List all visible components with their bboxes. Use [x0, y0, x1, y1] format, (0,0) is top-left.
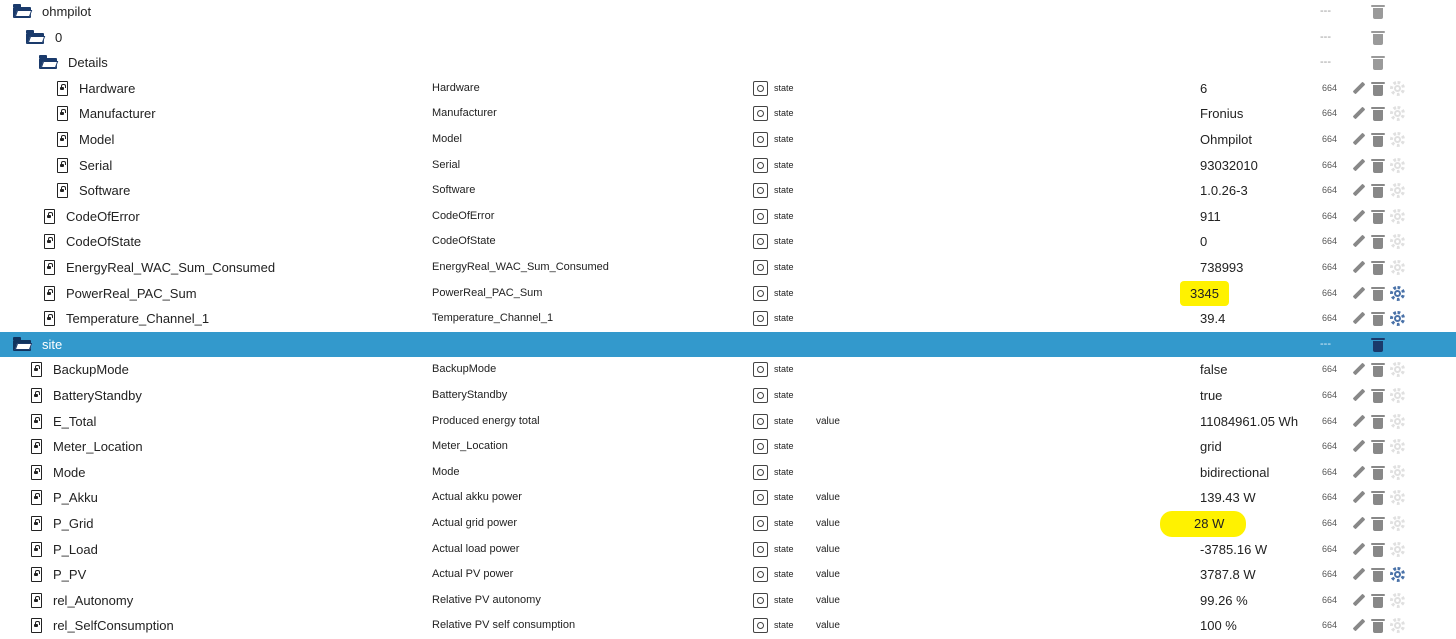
trash-icon[interactable] — [1371, 414, 1385, 429]
state-value[interactable]: 11084961.05 Wh — [1200, 413, 1299, 429]
state-id: Serial — [79, 157, 113, 173]
state-display-name: Model — [432, 133, 462, 145]
state-display-name: Meter_Location — [432, 440, 508, 453]
state-value[interactable]: bidirectional — [1200, 464, 1270, 480]
folder-open-icon[interactable] — [39, 58, 57, 69]
pencil-icon[interactable] — [1351, 106, 1365, 121]
state-id: P_PV — [53, 567, 87, 583]
state-value[interactable]: 3787.8 W — [1200, 567, 1256, 583]
state-display-name: PowerReal_PAC_Sum — [432, 286, 543, 299]
state-type-icon — [753, 362, 768, 377]
folder-row-ohmpilot[interactable] — [0, 0, 1456, 25]
state-id: P_Grid — [53, 516, 94, 531]
state-id: PowerReal_PAC_Sum — [66, 285, 197, 301]
state-row-backupmode[interactable] — [0, 357, 1456, 383]
state-id: CodeOfError — [66, 208, 140, 224]
state-row-manufacturer[interactable] — [0, 101, 1456, 127]
state-type: state — [774, 134, 794, 144]
state-value[interactable]: false — [1200, 362, 1228, 378]
gear-icon[interactable] — [1390, 542, 1405, 557]
gear-icon[interactable] — [1390, 81, 1405, 96]
state-display-name: Temperature_Channel_1 — [432, 312, 554, 325]
state-file-icon — [31, 542, 42, 557]
trash-icon[interactable] — [1371, 311, 1385, 326]
state-file-icon — [44, 234, 55, 249]
state-row-batterystandby[interactable] — [0, 383, 1456, 409]
acl-badge: 664 — [1322, 518, 1338, 528]
pencil-icon[interactable] — [1351, 81, 1365, 96]
state-role: value — [816, 492, 840, 504]
pencil-icon[interactable] — [1351, 465, 1365, 480]
gear-icon[interactable] — [1390, 618, 1405, 633]
state-row-hardware[interactable] — [0, 76, 1456, 102]
state-type: state — [774, 210, 794, 221]
state-file-icon — [44, 209, 55, 224]
state-file-icon — [31, 567, 42, 582]
state-type: state — [774, 594, 794, 605]
state-display-name: Software — [432, 184, 476, 197]
trash-icon[interactable] — [1371, 81, 1385, 96]
state-id: Temperature_Channel_1 — [66, 311, 210, 327]
state-display-name: Actual load power — [432, 542, 520, 555]
state-row-p-grid[interactable] — [0, 511, 1456, 537]
state-value[interactable]: 0 — [1200, 234, 1208, 250]
trash-icon[interactable] — [1371, 337, 1385, 352]
state-type: state — [774, 82, 794, 93]
state-id: rel_SelfConsumption — [53, 618, 174, 634]
gear-icon[interactable] — [1390, 209, 1405, 224]
state-type: state — [774, 236, 794, 247]
acl-placeholder: --- — [1320, 337, 1331, 350]
state-id: Model — [79, 132, 115, 147]
trash-icon[interactable] — [1371, 439, 1385, 454]
state-type-icon — [753, 490, 768, 505]
state-value[interactable]: 3345 — [1180, 281, 1229, 307]
state-display-name: Hardware — [432, 81, 480, 94]
state-file-icon — [57, 158, 68, 173]
acl-badge: 664 — [1322, 262, 1338, 272]
state-type-icon — [753, 234, 768, 249]
acl-badge: 664 — [1322, 569, 1338, 580]
pencil-icon[interactable] — [1351, 388, 1365, 403]
acl-badge: 664 — [1322, 82, 1338, 93]
acl-badge: 664 — [1322, 108, 1338, 119]
state-row-codeofstate[interactable] — [0, 229, 1456, 255]
folder-row-0[interactable] — [0, 25, 1456, 51]
state-id: Manufacturer — [79, 106, 156, 122]
trash-icon[interactable] — [1371, 4, 1385, 19]
gear-icon[interactable] — [1390, 465, 1405, 480]
state-file-icon — [31, 414, 42, 429]
folder-name: 0 — [55, 29, 63, 45]
state-value[interactable]: 100 % — [1200, 618, 1237, 634]
state-type-icon — [753, 183, 768, 198]
state-id: E_Total — [53, 413, 97, 429]
pencil-icon[interactable] — [1351, 567, 1365, 582]
trash-icon[interactable] — [1371, 209, 1385, 224]
acl-placeholder: --- — [1320, 56, 1331, 69]
state-id: BackupMode — [53, 362, 129, 378]
pencil-icon[interactable] — [1351, 286, 1365, 301]
state-row-powerreal-pac-sum[interactable] — [0, 281, 1456, 307]
acl-badge: 664 — [1322, 159, 1338, 170]
folder-name: site — [42, 336, 63, 352]
folder-open-icon[interactable] — [26, 33, 44, 44]
acl-badge: 664 — [1322, 287, 1338, 298]
state-row-rel-selfconsumption[interactable] — [0, 613, 1456, 639]
state-file-icon — [44, 286, 55, 301]
pencil-icon[interactable] — [1351, 516, 1365, 531]
state-value[interactable]: 6 — [1200, 80, 1208, 96]
gear-icon[interactable] — [1390, 158, 1405, 173]
state-display-name: CodeOfState — [432, 235, 496, 248]
state-display-name: Actual PV power — [432, 568, 514, 581]
gear-icon[interactable] — [1390, 567, 1405, 582]
state-display-name: Manufacturer — [432, 107, 497, 120]
trash-icon[interactable] — [1371, 55, 1385, 70]
state-type-icon — [753, 158, 768, 173]
state-id: CodeOfState — [66, 234, 142, 250]
state-display-name: Serial — [432, 158, 461, 171]
state-type-icon — [753, 106, 768, 121]
state-display-name: Produced energy total — [432, 414, 540, 427]
pencil-icon[interactable] — [1351, 234, 1365, 249]
state-type: state — [774, 466, 794, 477]
acl-placeholder: --- — [1320, 30, 1331, 43]
state-display-name: EnergyReal_WAC_Sum_Consumed — [432, 261, 609, 273]
pencil-icon[interactable] — [1351, 618, 1365, 633]
acl-badge: 664 — [1322, 185, 1338, 196]
trash-icon[interactable] — [1371, 260, 1385, 275]
state-row-meter-location[interactable] — [0, 434, 1456, 460]
state-type-icon — [753, 286, 768, 301]
acl-badge: 664 — [1322, 210, 1338, 221]
pencil-icon[interactable] — [1351, 209, 1365, 224]
pencil-icon[interactable] — [1351, 593, 1365, 608]
state-type: state — [774, 492, 794, 503]
state-file-icon — [31, 593, 42, 608]
trash-icon[interactable] — [1371, 516, 1385, 531]
state-type: state — [774, 159, 794, 170]
gear-icon[interactable] — [1390, 439, 1405, 454]
state-row-p-load[interactable] — [0, 537, 1456, 563]
gear-icon[interactable] — [1390, 311, 1405, 326]
state-file-icon — [31, 618, 42, 633]
state-role: value — [816, 518, 840, 529]
trash-icon[interactable] — [1371, 158, 1385, 173]
acl-badge: 664 — [1322, 390, 1338, 400]
state-value[interactable]: 93032010 — [1200, 157, 1258, 173]
state-type-icon — [753, 593, 768, 608]
state-value[interactable]: true — [1200, 388, 1223, 403]
state-role: value — [816, 569, 840, 581]
state-type-icon — [753, 260, 768, 275]
trash-icon[interactable] — [1371, 593, 1385, 608]
pencil-icon[interactable] — [1351, 183, 1365, 198]
pencil-icon[interactable] — [1351, 132, 1365, 147]
trash-icon[interactable] — [1371, 234, 1385, 249]
state-type: state — [774, 313, 794, 324]
folder-open-icon[interactable] — [13, 340, 31, 351]
state-type-icon — [753, 439, 768, 454]
state-row-p-akku[interactable] — [0, 485, 1456, 511]
trash-icon[interactable] — [1371, 183, 1385, 198]
state-row-energyreal-wac-sum-consumed[interactable] — [0, 255, 1456, 281]
gear-icon[interactable] — [1390, 260, 1405, 275]
acl-badge: 664 — [1322, 466, 1338, 477]
acl-badge: 664 — [1322, 492, 1338, 503]
pencil-icon[interactable] — [1351, 439, 1365, 454]
state-value[interactable]: 139.43 W — [1200, 490, 1256, 506]
trash-icon[interactable] — [1371, 490, 1385, 505]
acl-badge: 664 — [1322, 364, 1338, 375]
state-type: state — [774, 415, 794, 426]
state-id: Meter_Location — [53, 439, 143, 455]
state-file-icon — [31, 465, 42, 480]
pencil-icon[interactable] — [1351, 311, 1365, 326]
state-type: state — [774, 108, 794, 119]
state-type-icon — [753, 311, 768, 326]
state-type: state — [774, 262, 794, 272]
gear-icon[interactable] — [1390, 388, 1405, 403]
gear-icon[interactable] — [1390, 106, 1405, 121]
acl-badge: 664 — [1322, 441, 1338, 452]
state-id: Mode — [53, 464, 86, 480]
gear-icon[interactable] — [1390, 490, 1405, 505]
state-file-icon — [31, 388, 42, 403]
state-file-icon — [31, 439, 42, 454]
state-file-icon — [57, 81, 68, 96]
state-type-icon — [753, 388, 768, 403]
folder-name: Details — [68, 55, 108, 71]
state-file-icon — [44, 260, 55, 275]
state-display-name: Actual grid power — [432, 517, 517, 529]
trash-icon[interactable] — [1371, 106, 1385, 121]
state-display-name: BackupMode — [432, 363, 497, 376]
state-type: state — [774, 441, 794, 452]
acl-placeholder: --- — [1320, 5, 1331, 17]
state-type-icon — [753, 81, 768, 96]
state-type: state — [774, 287, 794, 298]
state-type-icon — [753, 414, 768, 429]
state-id: P_Akku — [53, 490, 98, 506]
state-role: value — [816, 594, 840, 606]
folder-row-site[interactable] — [0, 332, 1456, 358]
gear-icon[interactable] — [1390, 593, 1405, 608]
pencil-icon[interactable] — [1351, 362, 1365, 377]
trash-icon[interactable] — [1371, 286, 1385, 301]
state-file-icon — [44, 311, 55, 326]
state-file-icon — [57, 132, 68, 147]
acl-badge: 664 — [1322, 236, 1338, 247]
state-type: state — [774, 620, 794, 631]
state-type: state — [774, 185, 794, 196]
state-type-icon — [753, 132, 768, 147]
state-id: P_Load — [53, 541, 98, 557]
state-value[interactable]: 911 — [1200, 208, 1221, 224]
state-row-software[interactable] — [0, 178, 1456, 204]
state-value[interactable]: 28 W — [1160, 511, 1246, 537]
state-row-rel-autonomy[interactable] — [0, 588, 1456, 614]
state-file-icon — [57, 106, 68, 121]
gear-icon[interactable] — [1390, 183, 1405, 198]
trash-icon[interactable] — [1371, 567, 1385, 582]
state-file-icon — [31, 362, 42, 377]
state-value[interactable]: 99.26 % — [1200, 592, 1248, 608]
state-row-e-total[interactable] — [0, 409, 1456, 435]
pencil-icon[interactable] — [1351, 490, 1365, 505]
state-type: state — [774, 518, 794, 528]
state-value[interactable]: 1.0.26-3 — [1200, 183, 1248, 199]
acl-badge: 664 — [1322, 543, 1338, 554]
state-file-icon — [31, 516, 42, 531]
state-type: state — [774, 569, 794, 580]
state-value[interactable]: grid — [1200, 439, 1222, 455]
pencil-icon[interactable] — [1351, 260, 1365, 275]
state-type-icon — [753, 465, 768, 480]
state-display-name: BatteryStandby — [432, 389, 508, 401]
state-value[interactable]: -3785.16 W — [1200, 541, 1268, 557]
gear-icon[interactable] — [1390, 286, 1405, 301]
state-role: value — [816, 415, 840, 427]
state-type-icon — [753, 618, 768, 633]
state-display-name: CodeOfError — [432, 209, 495, 222]
state-row-p-pv[interactable] — [0, 562, 1456, 588]
trash-icon[interactable] — [1371, 388, 1385, 403]
state-type: state — [774, 364, 794, 375]
folder-name: ohmpilot — [42, 4, 92, 19]
state-type: state — [774, 390, 794, 400]
pencil-icon[interactable] — [1351, 542, 1365, 557]
state-display-name: Actual akku power — [432, 491, 522, 504]
gear-icon[interactable] — [1390, 362, 1405, 377]
gear-icon[interactable] — [1390, 516, 1405, 531]
trash-icon[interactable] — [1371, 132, 1385, 147]
state-id: Hardware — [79, 80, 136, 96]
state-type-icon — [753, 516, 768, 531]
trash-icon[interactable] — [1371, 465, 1385, 480]
state-role: value — [816, 620, 840, 632]
state-type-icon — [753, 542, 768, 557]
state-type: state — [774, 543, 794, 554]
acl-badge: 664 — [1322, 415, 1338, 426]
gear-icon[interactable] — [1390, 234, 1405, 249]
acl-badge: 664 — [1322, 594, 1338, 605]
state-type-icon — [753, 209, 768, 224]
state-row-model[interactable] — [0, 127, 1456, 153]
state-role: value — [816, 543, 840, 555]
state-display-name: Relative PV self consumption — [432, 619, 576, 632]
state-display-name: Relative PV autonomy — [432, 593, 541, 606]
state-type-icon — [753, 567, 768, 582]
folder-open-icon[interactable] — [13, 7, 31, 18]
state-row-mode[interactable] — [0, 460, 1456, 486]
pencil-icon[interactable] — [1351, 414, 1365, 429]
gear-icon[interactable] — [1390, 132, 1405, 147]
folder-row-details[interactable] — [0, 50, 1456, 76]
state-id: rel_Autonomy — [53, 592, 134, 608]
state-file-icon — [31, 490, 42, 505]
acl-badge: 664 — [1322, 134, 1338, 144]
state-value[interactable]: 39.4 — [1200, 311, 1226, 327]
state-display-name: Mode — [432, 465, 460, 478]
acl-badge: 664 — [1322, 620, 1338, 631]
state-value[interactable]: Fronius — [1200, 106, 1244, 122]
trash-icon[interactable] — [1371, 618, 1385, 633]
trash-icon[interactable] — [1371, 542, 1385, 557]
state-row-temperature-channel-1[interactable] — [0, 306, 1456, 332]
state-row-serial[interactable] — [0, 153, 1456, 179]
state-row-codeoferror[interactable] — [0, 204, 1456, 230]
trash-icon[interactable] — [1371, 362, 1385, 377]
state-value[interactable]: 738993 — [1200, 260, 1244, 275]
gear-icon[interactable] — [1390, 414, 1405, 429]
state-id: EnergyReal_WAC_Sum_Consumed — [66, 260, 276, 275]
acl-badge: 664 — [1322, 313, 1338, 324]
state-id: Software — [79, 183, 131, 199]
pencil-icon[interactable] — [1351, 158, 1365, 173]
state-file-icon — [57, 183, 68, 198]
trash-icon[interactable] — [1371, 30, 1385, 45]
state-id: BatteryStandby — [53, 388, 142, 403]
state-value[interactable]: Ohmpilot — [1200, 132, 1253, 147]
